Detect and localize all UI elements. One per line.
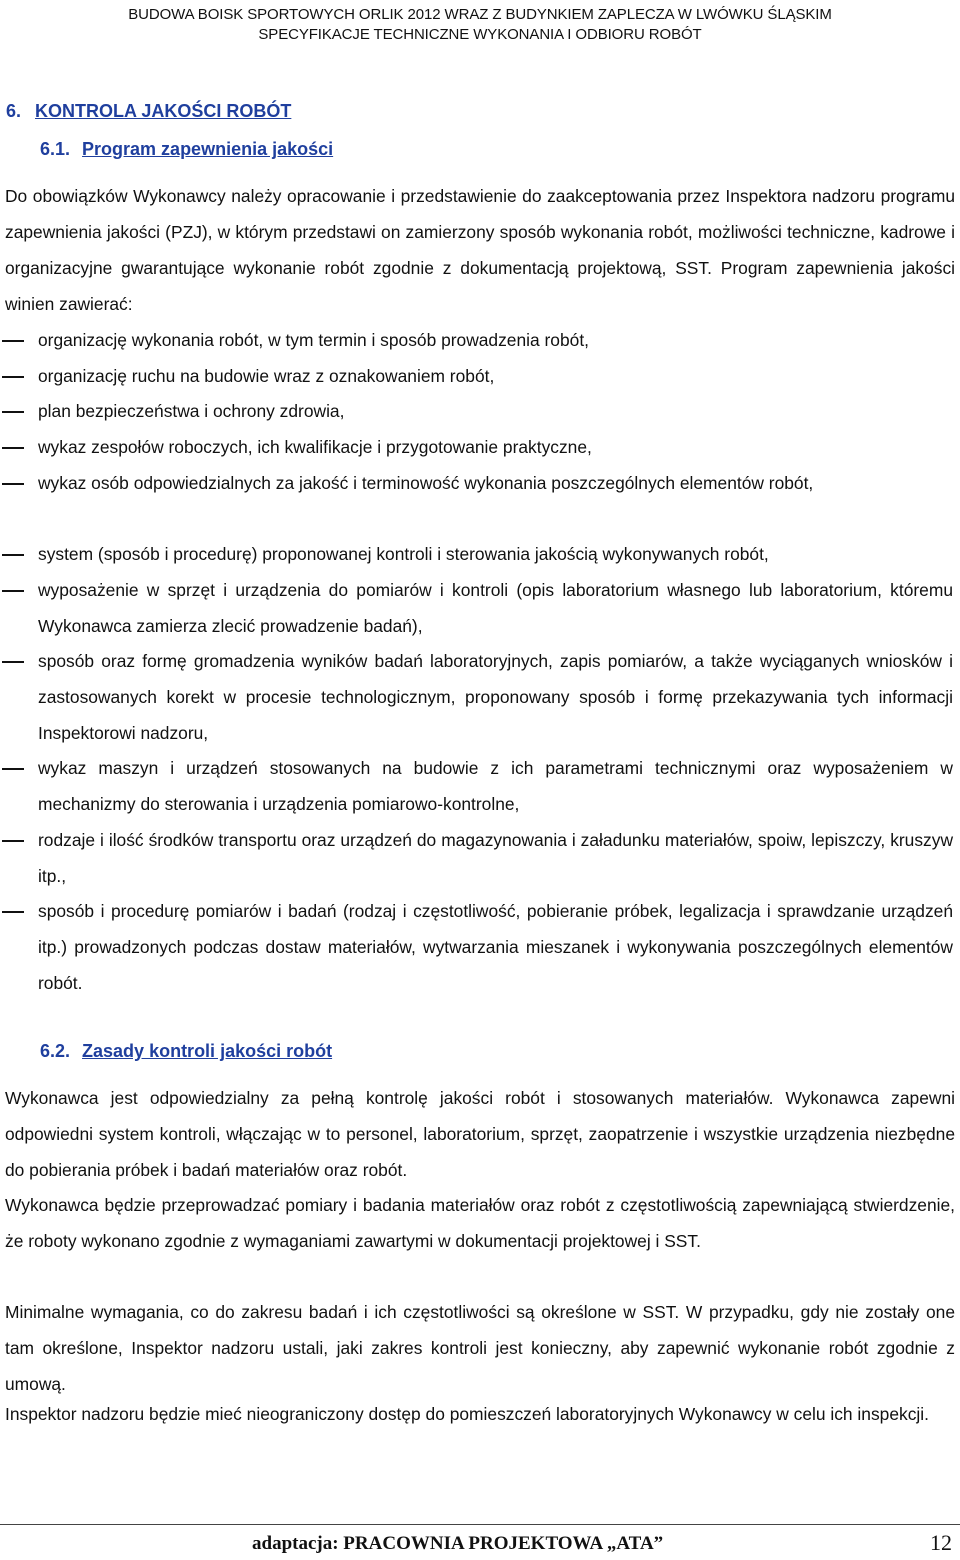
dash-bullet-icon — [2, 340, 24, 342]
section-6-heading — [6, 100, 291, 122]
list-item-text: wykaz zespołów roboczych, ich kwalifikacje i przygotowanie praktyczne, — [38, 437, 592, 457]
document-header-line-2: SPECYFIKACJE TECHNICZNE WYKONANIA I ODBIORU ROBÓT — [258, 26, 702, 43]
dash-bullet-icon — [2, 411, 24, 413]
list-item-text: sposób oraz formę gromadzenia wyników badań laboratoryjnych, zapis pomiarów, a także wyciąganych wniosków i zastosowanych korekt w procesie technologicznym, proponowany sposób i formę przekazywania tych informacji Inspektorowi nadzoru, — [38, 651, 953, 743]
list-item-text: system (sposób i procedurę) proponowanej kontroli i sterowania jakością wykonywanych robót, — [38, 544, 769, 564]
dash-bullet-icon — [2, 376, 24, 378]
list-item-text: plan bezpieczeństwa i ochrony zdrowia, — [38, 401, 345, 421]
section-6-2-paragraph: Minimalne wymagania, co do zakresu badań i ich częstotliwości są określone w SST. W przypadku, gdy nie zostały one tam określone, Inspektor nadzoru ustali, jaki zakres kontroli jest konieczny, aby zapewnić wykonanie robót zgodnie z umową. — [5, 1302, 955, 1394]
list-item-text: organizację ruchu na budowie wraz z oznakowaniem robót, — [38, 366, 495, 386]
list-item-text: organizację wykonania robót, w tym termin i sposób prowadzenia robót, — [38, 330, 589, 350]
dash-bullet-icon — [2, 840, 24, 842]
section-6-2-heading — [40, 1040, 332, 1062]
section-6-1-title: Program zapewnienia jakości — [82, 139, 334, 159]
dash-bullet-icon — [2, 590, 24, 592]
dash-bullet-icon — [2, 768, 24, 770]
section-6-2-paragraph: Wykonawca jest odpowiedzialny za pełną kontrolę jakości robót i stosowanych materiałów. Wykonawca zapewni odpowiedni system kontroli, włączając w to personel, laboratorium, sprzęt, zaopatrzenie i wszystkie urządzenia niezbędne do pobierania próbek i badań materiałów oraz robót. — [5, 1088, 955, 1180]
page-footer — [0, 1530, 960, 1559]
footer-label: adaptacja: PRACOWNIA PROJEKTOWA „ATA” — [252, 1533, 664, 1554]
page-number: 12 — [930, 1530, 952, 1555]
section-6-1-intro: Do obowiązków Wykonawcy należy opracowanie i przedstawienie do zaakceptowania przez Inspektora nadzoru programu zapewnienia jakości (PZJ), w którym przedstawi on zamierzony sposób wykonania robót, możliwości techniczne, kadrowe i organizacyjne gwarantujące wykonanie robót zgodnie z dokumentacją projektową, SST. Program zapewnienia jakości winien zawierać: — [5, 186, 955, 314]
section-6-2-paragraph: Inspektor nadzoru będzie mieć nieograniczony dostęp do pomieszczeń laboratoryjnych Wykonawcy w celu ich inspekcji. — [5, 1404, 929, 1424]
dash-bullet-icon — [2, 483, 24, 485]
section-6-1-heading — [40, 138, 333, 160]
dash-bullet-icon — [2, 554, 24, 556]
section-6-title: KONTROLA JAKOŚCI ROBÓT — [35, 101, 292, 121]
section-6-number: 6. — [6, 101, 22, 121]
footer-divider — [0, 1524, 960, 1525]
list-item-text: sposób i procedurę pomiarów i badań (rodzaj i częstotliwość, pobieranie próbek, legalizacja i sprawdzanie urządzeń itp.) prowadzonych podczas dostaw materiałów, wytwarzania mieszanek i wykonywania poszczególnych elementów robót. — [38, 901, 953, 993]
list-item-text: rodzaje i ilość środków transportu oraz urządzeń do magazynowania i załadunku materiałów, spoiw, lepiszczy, kruszyw itp., — [38, 830, 953, 886]
dash-bullet-icon — [2, 661, 24, 663]
dash-bullet-icon — [2, 447, 24, 449]
section-6-1-number: 6.1. — [40, 139, 71, 159]
list-item-text: wykaz osób odpowiedzialnych za jakość i terminowość wykonania poszczególnych elementów robót, — [38, 473, 814, 493]
dash-bullet-icon — [2, 911, 24, 913]
document-header-line-1: BUDOWA BOISK SPORTOWYCH ORLIK 2012 WRAZ Z BUDYNKIEM ZAPLECZA W LWÓWKU ŚLĄSKIM — [128, 6, 832, 23]
list-item-text: wykaz maszyn i urządzeń stosowanych na budowie z ich parametrami technicznymi oraz wyposażeniem w mechanizmy do sterowania i urządzenia pomiarowo-kontrolne, — [38, 758, 953, 814]
list-item-text: wyposażenie w sprzęt i urządzenia do pomiarów i kontroli (opis laboratorium własnego lub laboratorium, któremu Wykonawca zamierza zlecić prowadzenie badań), — [38, 580, 953, 636]
section-6-2-title: Zasady kontroli jakości robót — [82, 1041, 333, 1061]
section-6-2-paragraph: Wykonawca będzie przeprowadzać pomiary i badania materiałów oraz robót z częstotliwością zapewniającą stwierdzenie, że roboty wykonano zgodnie z wymaganiami zawartymi w dokumentacji projektowej i SST. — [5, 1195, 955, 1251]
section-6-2-number: 6.2. — [40, 1041, 71, 1061]
